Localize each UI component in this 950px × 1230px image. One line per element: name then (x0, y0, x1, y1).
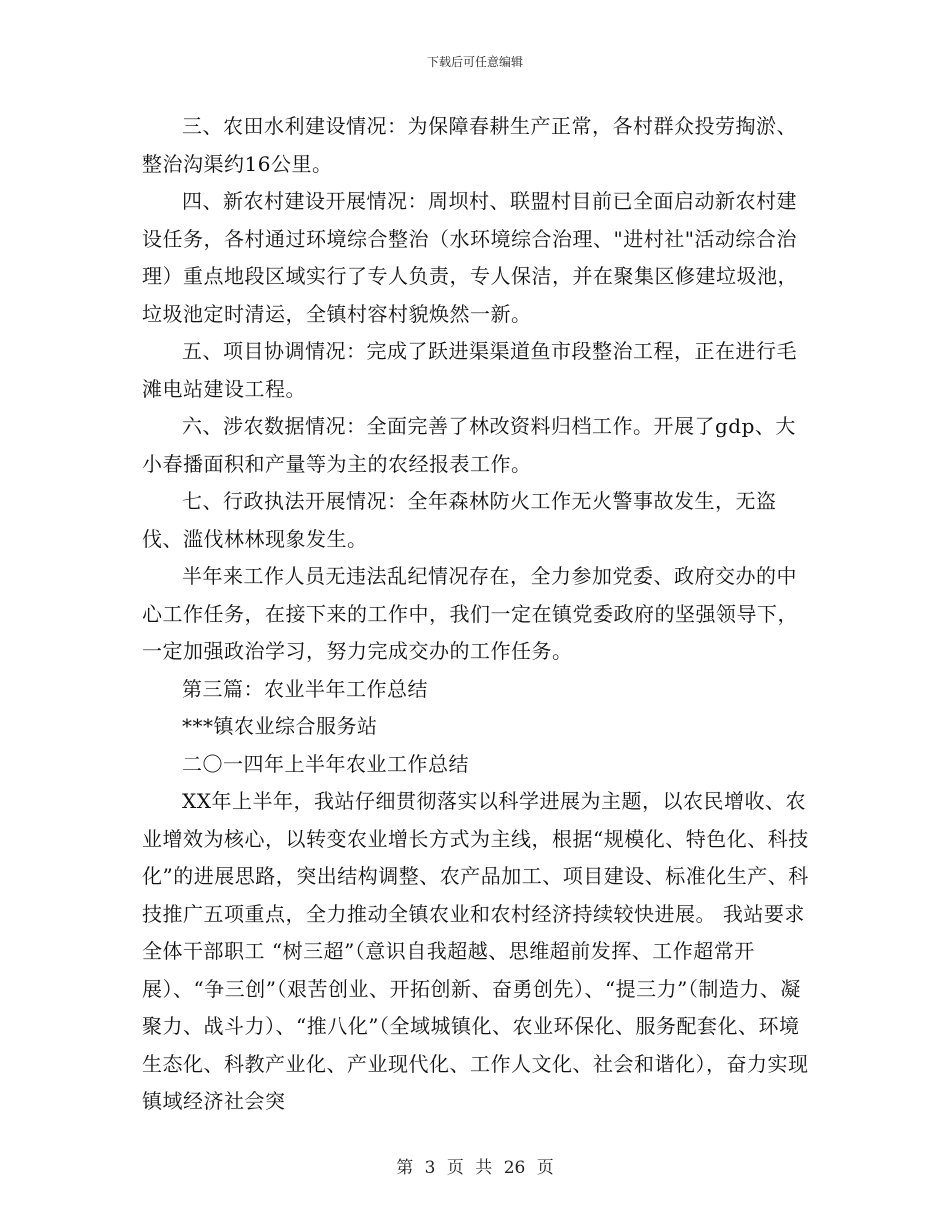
page-header: 下载后可任意编辑 (426, 55, 523, 69)
paragraph-law-enforcement: 七、行政执法开展情况：全年森林防火工作无火警事故发生，无盗伐、滥伐林林现象发生。 (142, 489, 777, 551)
document-body (142, 108, 810, 1121)
paragraph-agri-data: 六、涉农数据情况：全面完善了林改资料归档工作。开展了gdp、大小春播面积和产量等为主的农经报表工作。 (142, 414, 796, 476)
paragraph-new-village: 四、新农村建设开展情况：周坝村、联盟村目前已全面启动新农村建设任务，各村通过环境综合整治（水环境综合治理、"进村社"活动综合治理）重点地段区域实行了专人负责，专人保洁，并在聚集区修建垃圾池，垃圾池定时清运，全镇村容村貌焕然一新。 (142, 189, 798, 326)
page-footer: 第 3 页 共 26 页 (396, 1158, 554, 1178)
report-title: 二〇一四年上半年农业工作总结 (182, 751, 469, 776)
paragraph-half-year-summary: 半年来工作人员无违法乱纪情况存在，全力参加党委、政府交办的中心工作任务，在接下来的工作中，我们一定在镇党委政府的坚强领导下，一定加强政治学习，努力完成交办的工作任务。 (142, 564, 798, 663)
paragraph-project-coordination: 五、项目协调情况：完成了跃进渠渠道鱼市段整治工程，正在进行毛滩电站建设工程。 (142, 339, 797, 401)
organization-name: ***镇农业综合服务站 (182, 714, 378, 738)
paragraph-overview: XX年上半年，我站仔细贯彻落实以科学进展为主题，以农民增收、农业增效为核心，以转变农业增长方式为主线，根据“规模化、特色化、科技化”的进展思路，突出结构调整、农产品加工、项目建设、标准化生产、科技推广五项重点，全力推动全镇农业和农村经济持续较快进展。 我站要求全体干部职工 “树三超”（意识自我超越、思维超前发挥、工作超常开展）、“争三创”（艰苦创业、开拓创新、奋勇创先）、“提三力”（制造力、凝聚力、战斗力）、“推八化”（全域城镇化、农业环保化、服务配套化、环境生态化、科教产业化、产业现代化、工作人文化、社会和谐化），奋力实现镇域经济社会突 (142, 789, 809, 1113)
paragraph-irrigation: 三、农田水利建设情况：为保障春耕生产正常，各村群众投劳掏淤、整治沟渠约16公里。 (142, 114, 797, 176)
section-title: 第三篇：农业半年工作总结 (182, 676, 428, 701)
